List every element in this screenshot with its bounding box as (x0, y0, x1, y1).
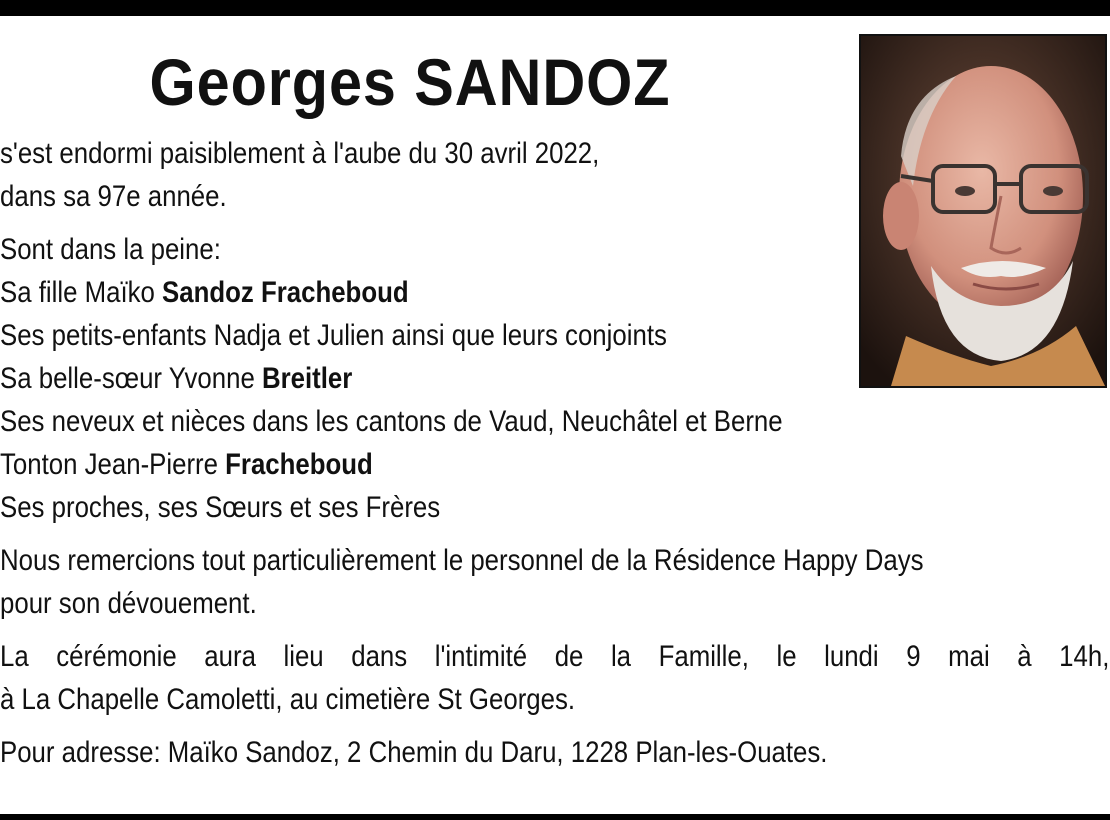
announcement-line-2: dans sa 97e année. (0, 180, 227, 213)
thanks-line-2: pour son dévouement. (0, 587, 257, 620)
announcement (0, 132, 955, 218)
bottom-rule (0, 814, 1110, 820)
obituary-body (0, 132, 1110, 784)
announcement-line-1: s'est endormi paisiblement à l'aube du 30 avril 2022, (0, 137, 600, 170)
thanks-line-1: Nous remercions tout particulièrement le personnel de la Résidence Happy Days (0, 544, 924, 577)
mourner-uncle-text: Tonton Jean-Pierre (0, 448, 226, 481)
mourner-daughter-surname: Sandoz Fracheboud (162, 276, 409, 309)
mourners-list (0, 228, 955, 529)
mourner-relatives: Ses proches, ses Sœurs et ses Frères (0, 491, 441, 524)
address (0, 731, 955, 774)
mourner-daughter-text: Sa fille Maïko (0, 276, 163, 309)
mourner-sister-in-law-text: Sa belle-sœur Yvonne (0, 362, 262, 395)
mourner-uncle (0, 443, 955, 486)
mourner-sister-in-law (0, 357, 955, 400)
ceremony-line-1: La cérémonie aura lieu dans l'intimité de la Famille, le lundi 9 mai à 14h, (0, 640, 1110, 673)
mourner-uncle-surname: Fracheboud (225, 448, 373, 481)
mourner-sister-in-law-surname: Breitler (261, 362, 353, 395)
thanks (0, 539, 955, 625)
mourner-daughter (0, 271, 955, 314)
mourner-grandchildren: Ses petits-enfants Nadja et Julien ainsi que leurs conjoints (0, 319, 667, 352)
deceased-name: Georges SANDOZ (149, 45, 671, 119)
ceremony-line-2: à La Chapelle Camoletti, au cimetière St Georges. (0, 683, 576, 716)
top-rule (0, 0, 1110, 16)
address-line: Pour adresse: Maïko Sandoz, 2 Chemin du Daru, 1228 Plan-les-Ouates. (0, 736, 828, 769)
mourners-intro: Sont dans la peine: (0, 233, 221, 266)
ceremony (0, 635, 1110, 721)
mourner-nephews-nieces: Ses neveux et nièces dans les cantons de Vaud, Neuchâtel et Berne (0, 405, 783, 438)
